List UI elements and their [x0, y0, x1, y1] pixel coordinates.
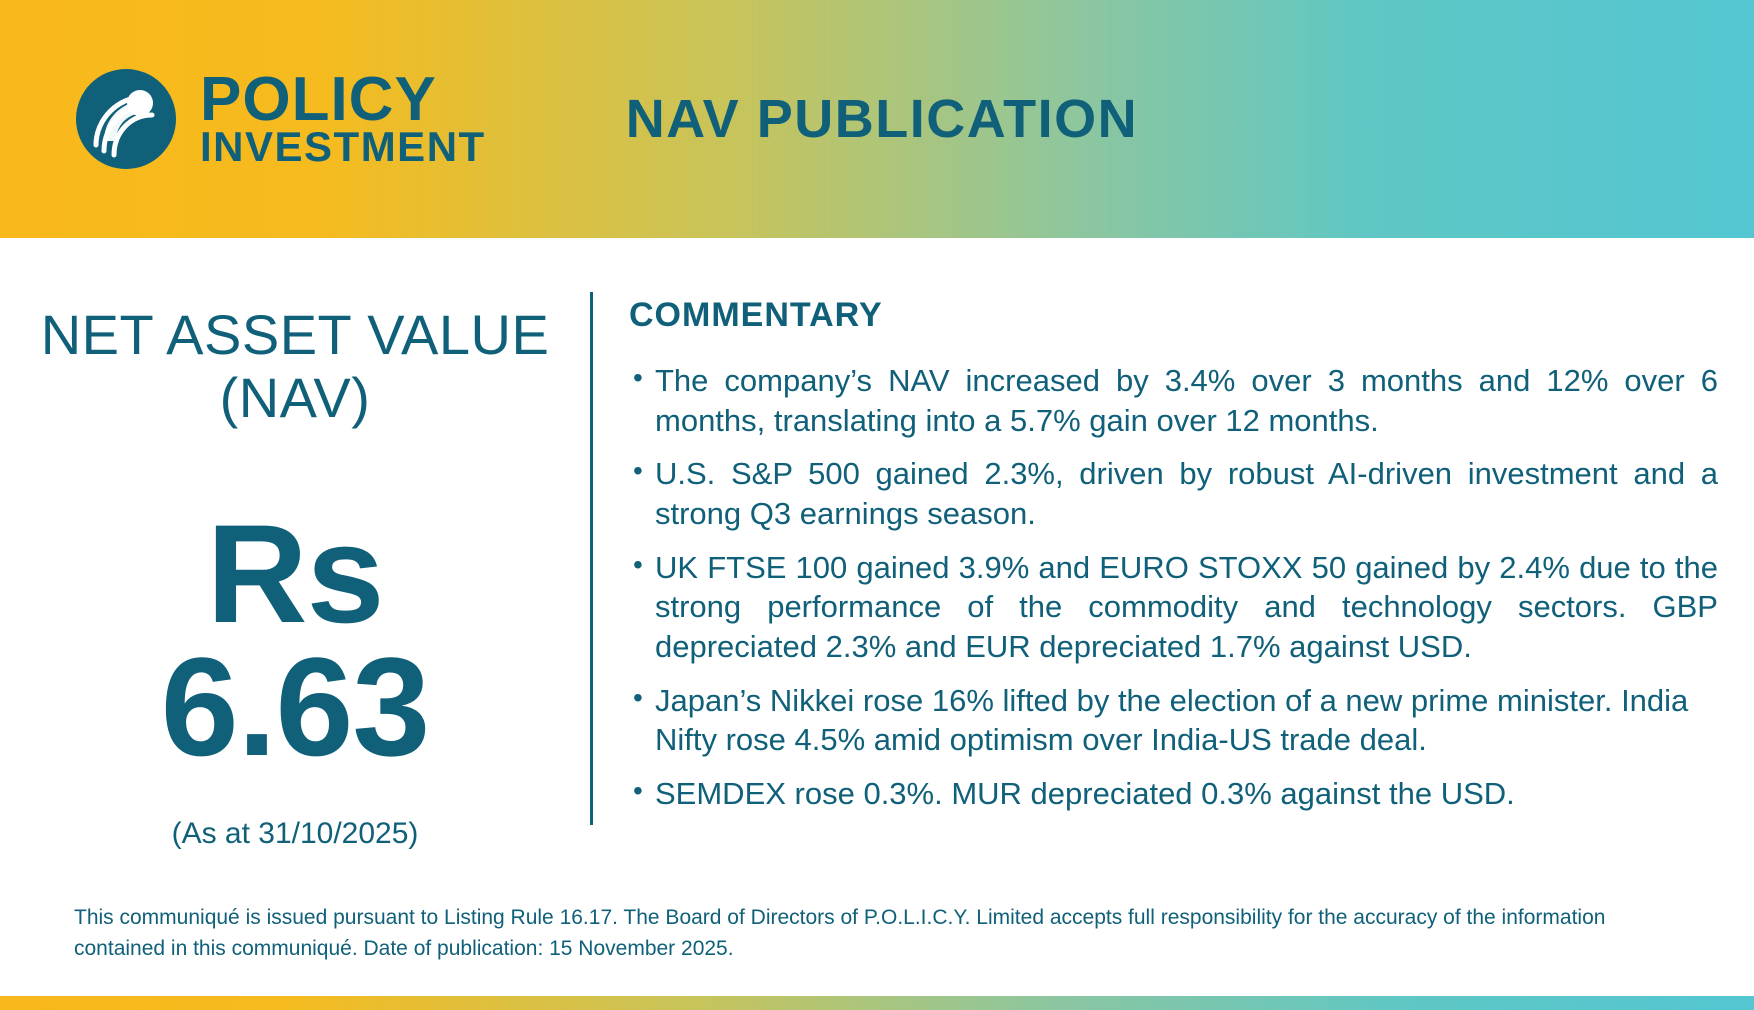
list-item: • UK FTSE 100 gained 3.9% and EURO STOXX 50 gained by 2.4% due to the strong performance of the commodity and technology sectors. GBP depreciated 2.3% and EUR depreciated 1.7% against USD. — [629, 548, 1718, 667]
commentary-heading: COMMENTARY — [629, 296, 883, 334]
nav-value-panel — [0, 282, 590, 851]
brand-name-line1: POLICY — [200, 65, 437, 135]
bottom-accent-bar — [0, 996, 1754, 1010]
list-item: • The company’s NAV increased by 3.4% over 3 months and 12% over 6 months, translating into a 5.7% gain over 12 months. — [629, 361, 1718, 440]
nav-label: NET ASSET VALUE (NAV) — [40, 303, 550, 429]
brand-name-line2: INVESTMENT — [200, 123, 486, 171]
commentary-list — [629, 361, 1718, 814]
list-item: • Japan’s Nikkei rose 16% lifted by the election of a new prime minister. India Nifty rose 4.5% amid optimism over India-US trade deal. — [629, 681, 1718, 760]
list-item: • SEMDEX rose 0.3%. MUR depreciated 0.3% against the USD. — [629, 774, 1718, 814]
nav-amount-block — [0, 495, 590, 786]
nav-amount: 6.63 — [160, 628, 430, 786]
footer-disclaimer: This communiqué is issued pursuant to Listing Rule 16.17. The Board of Directors of P.O.L.I.C.Y. Limited accepts full responsibility for the accuracy of the information contained in this communiqué. Date of publication: 15 November 2025. — [74, 906, 1606, 960]
policy-swirl-logo-icon — [74, 67, 178, 171]
header-banner — [0, 0, 1754, 238]
brand-logo — [74, 67, 486, 171]
nav-as-at-date: (As at 31/10/2025) — [171, 817, 419, 851]
main-content — [0, 238, 1754, 851]
brand-wordmark — [200, 65, 486, 171]
nav-currency: Rs — [206, 495, 384, 653]
commentary-section — [593, 282, 1754, 851]
page-title: NAV PUBLICATION — [625, 89, 1139, 149]
list-item: • U.S. S&P 500 gained 2.3%, driven by robust AI-driven investment and a strong Q3 earnings season. — [629, 454, 1718, 533]
